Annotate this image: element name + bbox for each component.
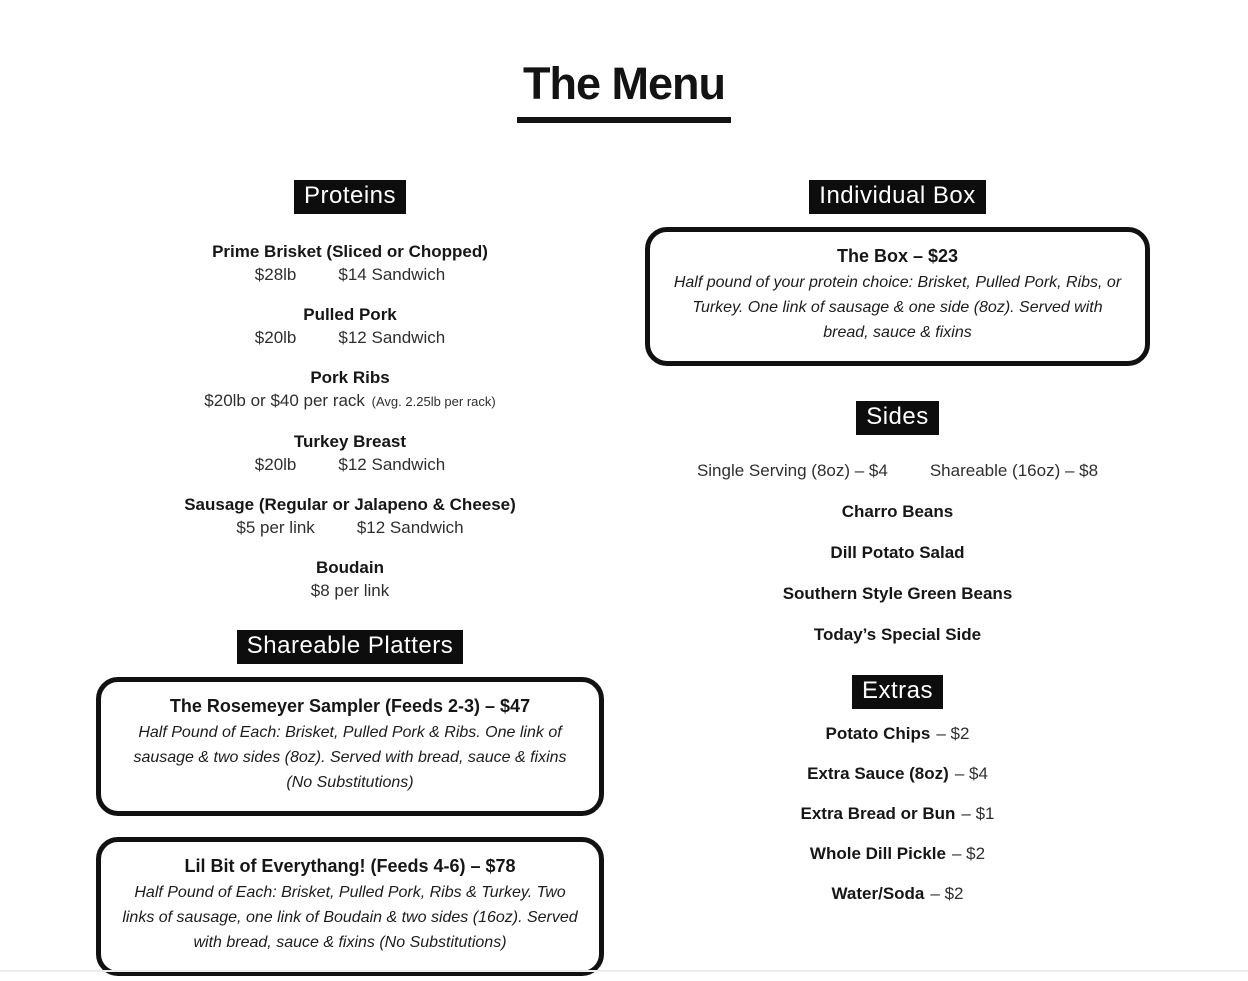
platter-description: Half Pound of Each: Brisket, Pulled Pork, Ribs & Turkey. Two links of sausage, one link of Boudain & two sides (16oz). Served with bread, sauce & fixins (No Substitutions) <box>122 884 578 951</box>
page-title: The Menu <box>517 58 731 123</box>
price-sandwich: $12 Sandwich <box>338 455 446 474</box>
side-item-dill-potato-salad: Dill Potato Salad <box>830 543 965 562</box>
individual-box-header: Individual Box <box>809 180 985 214</box>
sides-header-wrap <box>645 401 1150 435</box>
extras-header-wrap <box>645 675 1150 709</box>
menu-item-prime-brisket <box>96 240 604 286</box>
box-title: The Box – $23 <box>836 246 959 266</box>
price-per-lb: $20lb <box>254 455 297 474</box>
extra-price: – $2 <box>936 724 970 743</box>
item-name: Sausage (Regular or Jalapeno & Cheese) <box>184 495 516 514</box>
sides-price-shareable: Shareable (16oz) – $8 <box>929 461 1099 480</box>
item-prices <box>96 326 604 349</box>
extra-item-whole-dill-pickle <box>645 843 1150 865</box>
price-sandwich: $14 Sandwich <box>338 265 446 284</box>
right-column <box>645 180 1150 905</box>
item-name: Prime Brisket (Sliced or Chopped) <box>212 242 488 261</box>
item-name: Turkey Breast <box>293 432 407 451</box>
menu-item-sausage <box>96 493 604 539</box>
item-name: Pork Ribs <box>310 368 390 387</box>
side-item-southern-style-green-beans: Southern Style Green Beans <box>782 584 1013 603</box>
price-per-lb: $28lb <box>254 265 297 284</box>
price-per-link: $5 per link <box>236 518 315 537</box>
section-individual-box <box>645 180 1150 366</box>
extra-item-potato-chips <box>645 723 1150 745</box>
platter-title: Lil Bit of Everythang! (Feeds 4-6) – $78 <box>184 856 516 876</box>
item-prices <box>96 579 604 602</box>
platter-lil-bit-of-everythang <box>96 837 604 976</box>
extra-name: Extra Bread or Bun <box>800 804 956 823</box>
extra-price: – $2 <box>930 884 964 903</box>
sides-price-single: Single Serving (8oz) – $4 <box>696 461 888 480</box>
platters-header-wrap <box>96 630 604 664</box>
extra-price: – $4 <box>954 764 988 783</box>
price-per-link: $8 per link <box>310 581 390 600</box>
price-sandwich: $12 Sandwich <box>356 518 464 537</box>
section-shareable-platters <box>96 630 604 976</box>
section-proteins <box>96 180 604 602</box>
individual-box-header-wrap <box>645 180 1150 214</box>
sides-header: Sides <box>856 401 939 435</box>
extra-price: – $1 <box>961 804 995 823</box>
left-column <box>96 180 604 976</box>
menu-item-boudain <box>96 556 604 602</box>
item-prices <box>96 263 604 286</box>
shareable-platters-header: Shareable Platters <box>237 630 463 664</box>
sides-pricing <box>645 460 1150 481</box>
item-prices <box>96 389 604 413</box>
platter-title: The Rosemeyer Sampler (Feeds 2-3) – $47 <box>169 696 531 716</box>
item-prices <box>96 516 604 539</box>
platter-description: Half Pound of Each: Brisket, Pulled Pork & Ribs. One link of sausage & two sides (8oz). Served with bread, sauce & fixins (No Substitutions) <box>133 724 567 791</box>
menu-item-turkey-breast <box>96 430 604 476</box>
extra-item-extra-sauce <box>645 763 1150 785</box>
the-box-card <box>645 227 1150 366</box>
extra-item-water-soda <box>645 883 1150 905</box>
price-per-lb: $20lb <box>254 328 297 347</box>
price-sandwich: $12 Sandwich <box>338 328 446 347</box>
platter-rosemeyer-sampler <box>96 677 604 816</box>
extra-price: – $2 <box>951 844 986 863</box>
section-extras <box>645 675 1150 905</box>
proteins-header: Proteins <box>294 180 406 214</box>
side-item-todays-special-side: Today’s Special Side <box>813 625 982 644</box>
item-prices <box>96 453 604 476</box>
menu-item-pork-ribs <box>96 366 604 413</box>
extra-name: Water/Soda <box>831 884 925 903</box>
menu-title-wrap <box>0 58 1248 123</box>
price-per-rack: $20lb or $40 per rack <box>204 391 365 410</box>
box-description: Half pound of your protein choice: Brisket, Pulled Pork, Ribs, or Turkey. One link of sausage & one side (8oz). Served with bread, sauce & fixins <box>673 274 1122 341</box>
extra-name: Extra Sauce (8oz) <box>807 764 949 783</box>
extras-header: Extras <box>852 675 943 709</box>
side-item-charro-beans: Charro Beans <box>841 502 954 521</box>
page-bottom-divider <box>0 970 1248 972</box>
item-name: Pulled Pork <box>303 305 397 324</box>
price-note: (Avg. 2.25lb per rack) <box>371 394 496 409</box>
extra-item-extra-bread-or-bun <box>645 803 1150 825</box>
extra-name: Potato Chips <box>825 724 931 743</box>
section-sides <box>645 401 1150 645</box>
proteins-header-wrap <box>96 180 604 214</box>
menu-item-pulled-pork <box>96 303 604 349</box>
extra-name: Whole Dill Pickle <box>809 844 946 863</box>
item-name: Boudain <box>316 558 384 577</box>
